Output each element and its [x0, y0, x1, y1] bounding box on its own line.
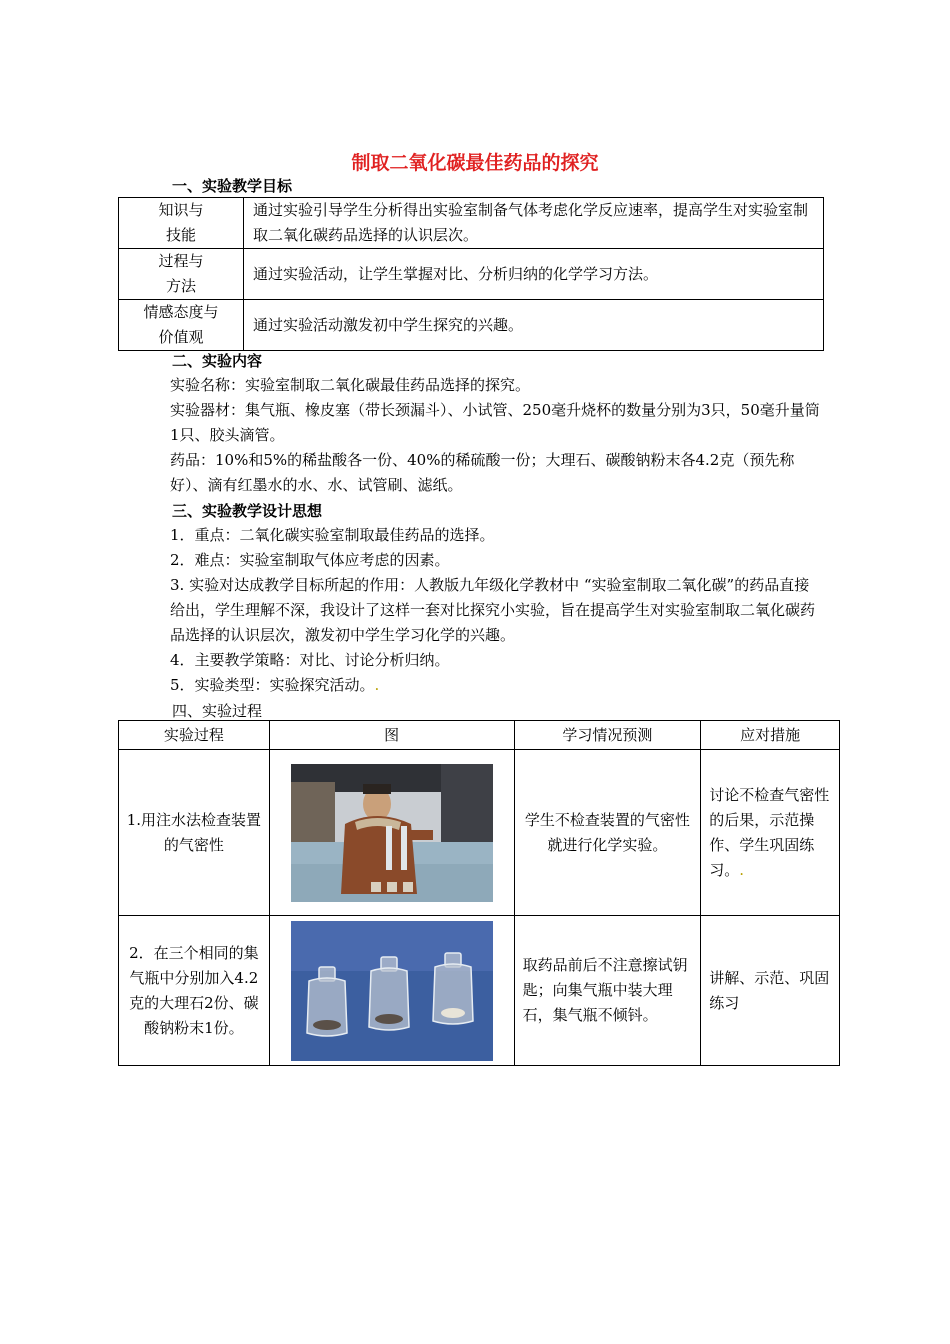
goal-label: 情感态度与 价值观	[119, 300, 244, 351]
process-table	[118, 720, 840, 1066]
photo-cell	[269, 916, 514, 1066]
design-type: 5．实验类型：实验探究活动。.	[170, 676, 380, 694]
design-difficulty: 2．难点：实验室制取气体应考虑的因素。	[170, 551, 450, 569]
experiment-name: 实验名称：实验室制取二氧化碳最佳药品选择的探究。	[170, 376, 531, 394]
process-measure: 讨论不检查气密性的后果，示范操作、学生巩固练习。.	[701, 750, 840, 916]
photo-teacher-airtightness-check	[291, 764, 493, 902]
section-heading-design: 三、实验教学设计思想	[172, 502, 323, 520]
process-prediction: 取药品前后不注意擦试钥匙；向集气瓶中装大理石，集气瓶不倾钭。	[514, 916, 701, 1066]
header-cell: 图	[269, 721, 514, 750]
process-row	[119, 750, 840, 916]
design-strategy: 4．主要教学策略：对比、讨论分析归纳。	[170, 651, 450, 669]
goals-row	[119, 198, 824, 249]
goal-text: 通过实验引导学生分析得出实验室制备气体考虑化学反应速率，提高学生对实验室制取二氧化碳药品选择的认识层次。	[244, 198, 824, 249]
photo-cell	[269, 750, 514, 916]
design-focus: 1．重点：二氧化碳实验室制取最佳药品的选择。	[170, 526, 495, 544]
goal-text: 通过实验活动，让学生掌握对比、分析归纳的化学学习方法。	[244, 249, 824, 300]
mark-dot: .	[374, 676, 380, 694]
section-heading-process: 四、实验过程	[172, 702, 263, 720]
goals-row	[119, 249, 824, 300]
goals-row	[119, 300, 824, 351]
header-cell: 应对措施	[701, 721, 840, 750]
experiment-equipment: 实验器材：集气瓶、橡皮塞（带长颈漏斗）、小试管、250毫升烧杯的数量分别为3只，50毫升量筒1只、胶头滴管。	[170, 401, 820, 444]
process-step: 2．在三个相同的集气瓶中分别加入4.2克的大理石2份、碳酸钠粉末1份。	[119, 916, 270, 1066]
section-heading-content: 二、实验内容	[172, 352, 263, 370]
content-paragraphs	[118, 373, 824, 498]
goal-label: 过程与 方法	[119, 249, 244, 300]
goals-table	[118, 197, 824, 351]
design-paragraphs	[118, 523, 824, 698]
goal-text: 通过实验活动激发初中学生探究的兴趣。	[244, 300, 824, 351]
section-heading-goals: 一、实验教学目标	[172, 177, 293, 195]
process-step: 1.用注水法检查装置的气密性	[119, 750, 270, 916]
process-measure: 讲解、示范、巩固练习	[701, 916, 840, 1066]
process-header-row	[119, 721, 840, 750]
mark-dot: .	[739, 860, 744, 879]
header-cell: 实验过程	[119, 721, 270, 750]
experiment-reagents: 药品：10%和5%的稀盐酸各一份、40%的稀硫酸一份；大理石、碳酸钠粉末各4.2克（预先称好）、滴有红墨水的水、水、试管刷、滤纸。	[170, 451, 795, 494]
process-row	[119, 916, 840, 1066]
page-title: 制取二氧化碳最佳药品的探究	[351, 152, 599, 174]
goal-label: 知识与 技能	[119, 198, 244, 249]
header-cell: 学习情况预测	[514, 721, 701, 750]
photo-gas-jars	[291, 921, 493, 1061]
process-prediction: 学生不检查装置的气密性就进行化学实验。	[514, 750, 701, 916]
design-role: 3. 实验对达成教学目标所起的作用：人教版九年级化学教材中 “实验室制取二氧化碳”的药品直接给出，学生理解不深，我设计了这样一套对比探究小实验，旨在提高学生对实验室制取二氧化碳药品选择的认识层次，激发初中学生学习化学的兴趣。	[170, 576, 816, 644]
